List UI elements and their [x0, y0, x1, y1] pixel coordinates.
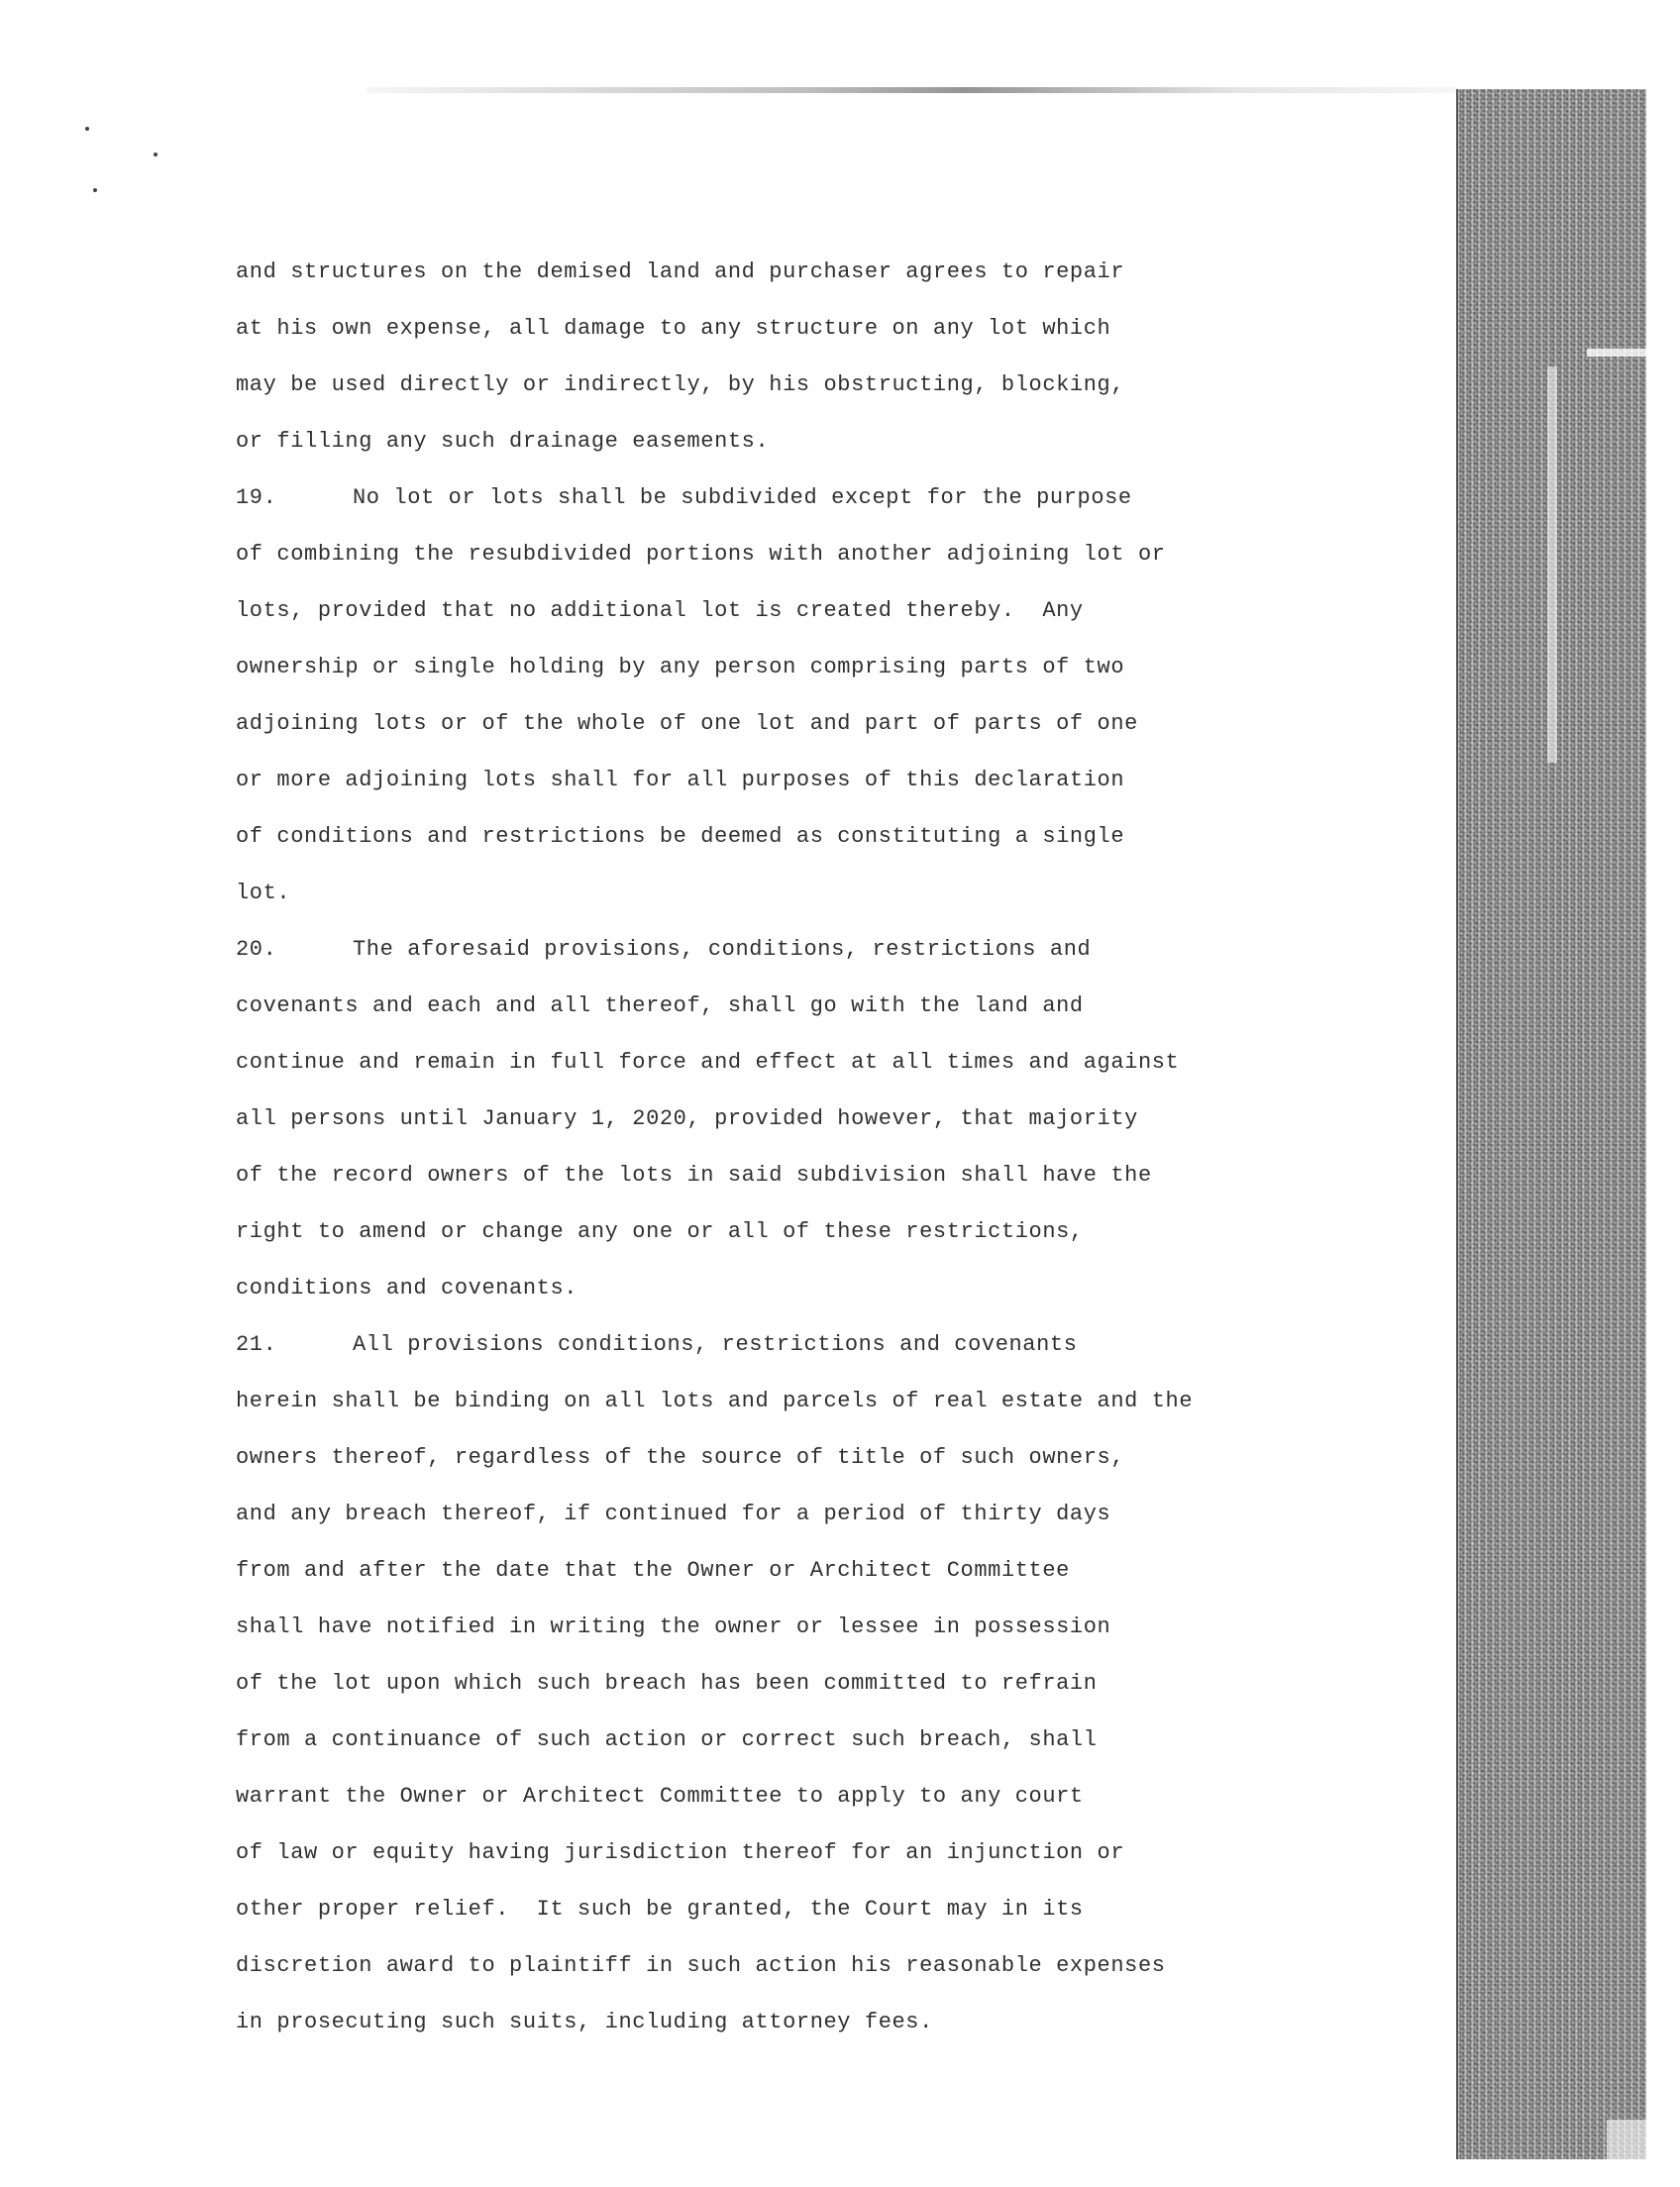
text-line: shall have notified in writing the owner or lessee in possession [236, 1614, 1111, 1639]
text-line: may be used directly or indirectly, by his obstructing, blocking, [236, 372, 1125, 397]
text-line: of the lot upon which such breach has been committed to refrain [236, 1671, 1098, 1696]
paragraph-number: 20. [236, 937, 277, 962]
paragraph-number: 21. [236, 1332, 277, 1357]
scan-edge-foot [1607, 2120, 1646, 2159]
text-line: and structures on the demised land and purchaser agrees to repair [236, 260, 1125, 284]
scan-speck [85, 127, 89, 131]
text-line: The aforesaid provisions, conditions, restrictions and [353, 937, 1092, 962]
paragraph-first-line [236, 1316, 1236, 1373]
text-line: continue and remain in full force and effect at all times and against [236, 1050, 1180, 1075]
scan-speck [154, 153, 158, 156]
text-line: or more adjoining lots shall for all purposes of this declaration [236, 768, 1125, 792]
text-line: herein shall be binding on all lots and parcels of real estate and the [236, 1389, 1194, 1413]
text-line: or filling any such drainage easements. [236, 429, 770, 454]
document-body [236, 244, 1236, 2050]
text-line: of conditions and restrictions be deemed as constituting a single [236, 824, 1125, 849]
text-line: in prosecuting such suits, including attorney fees. [236, 2010, 933, 2034]
text-line: other proper relief. It such be granted, the Court may in its [236, 1897, 1084, 1922]
scan-edge-notch [1587, 349, 1646, 357]
text-line: of law or equity having jurisdiction thereof for an injunction or [236, 1840, 1125, 1865]
scan-edge-highlight [1547, 366, 1557, 763]
paragraph-number: 19. [236, 485, 277, 510]
text-line: ownership or single holding by any person comprising parts of two [236, 655, 1125, 679]
text-line: discretion award to plaintiff in such action his reasonable expenses [236, 1953, 1166, 1978]
text-line: right to amend or change any one or all of these restrictions, [236, 1219, 1084, 1244]
text-line: No lot or lots shall be subdivided except for the purpose [353, 485, 1132, 510]
text-line: of combining the resubdivided portions with another adjoining lot or [236, 542, 1166, 567]
text-line: lot. [236, 881, 291, 905]
text-line: conditions and covenants. [236, 1276, 578, 1301]
text-line: of the record owners of the lots in said subdivision shall have the [236, 1163, 1152, 1188]
paragraph-first-line [236, 921, 1236, 978]
paragraph-first-line [236, 469, 1236, 526]
text-line: and any breach thereof, if continued for a period of thirty days [236, 1502, 1111, 1526]
scanned-page-edge [1456, 89, 1646, 2159]
text-line: adjoining lots or of the whole of one lot and part of parts of one [236, 711, 1138, 736]
text-line: All provisions conditions, restrictions and covenants [353, 1332, 1078, 1357]
text-line: lots, provided that no additional lot is created thereby. Any [236, 598, 1084, 623]
text-line: covenants and each and all thereof, shall go with the land and [236, 993, 1084, 1018]
text-line: all persons until January 1, 2020, provided however, that majority [236, 1106, 1138, 1131]
text-line: owners thereof, regardless of the source of title of such owners, [236, 1445, 1125, 1470]
text-line: from a continuance of such action or correct such breach, shall [236, 1727, 1098, 1752]
scan-smudge [367, 87, 1456, 93]
text-line: from and after the date that the Owner or Architect Committee [236, 1558, 1070, 1583]
text-line: at his own expense, all damage to any structure on any lot which [236, 316, 1111, 341]
scan-speck [93, 188, 97, 192]
text-line: warrant the Owner or Architect Committee to apply to any court [236, 1784, 1084, 1809]
